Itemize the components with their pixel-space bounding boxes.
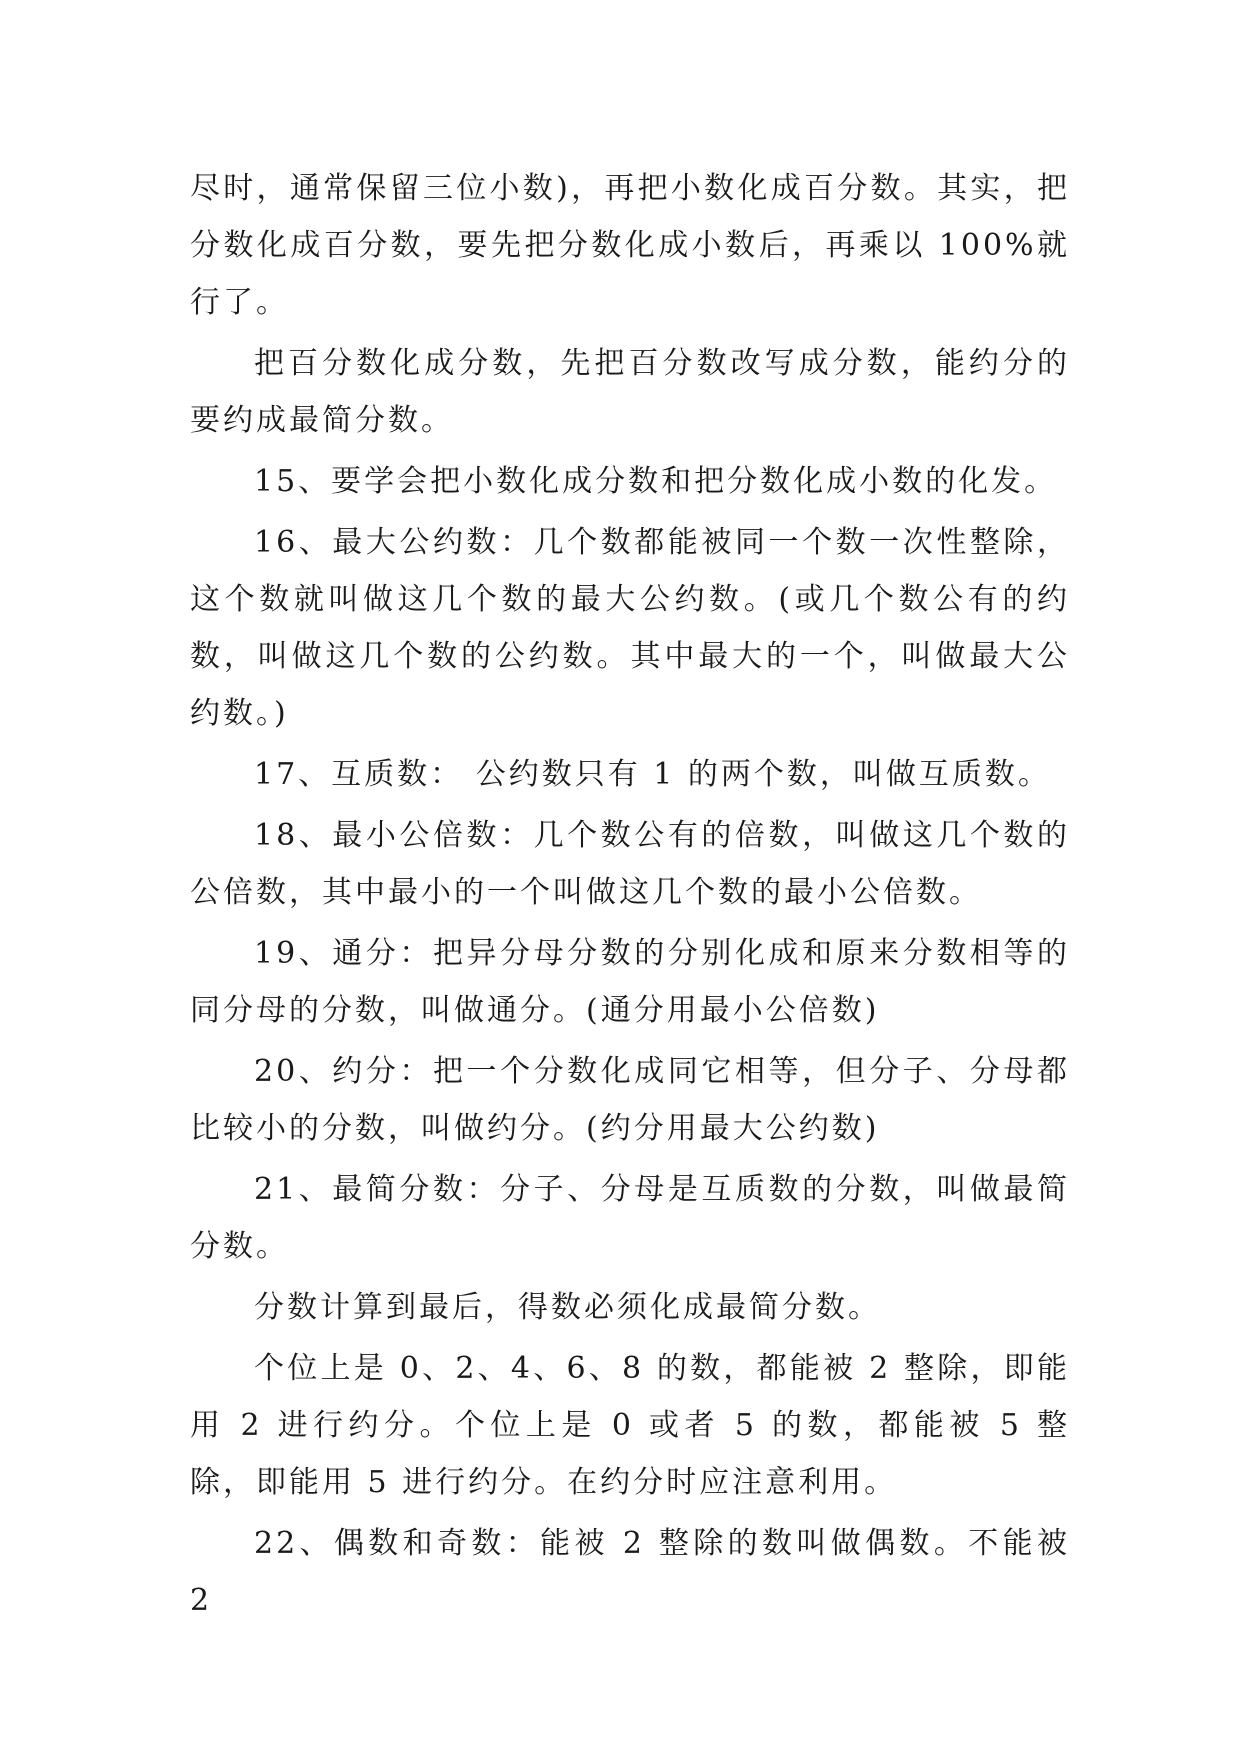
paragraph-continuation: 尽时，通常保留三位小数)，再把小数化成百分数。其实，把分数化成百分数，要先把分数化成小数后，再乘以 100%就行了。 <box>190 171 1070 320</box>
paragraph-item-19: 19、通分：把异分母分数的分别化成和原来分数相等的同分母的分数，叫做通分。(通分用最小公倍数) <box>190 936 1070 1028</box>
paragraph-item-17: 17、互质数： 公约数只有 1 的两个数，叫做互质数。 <box>254 757 1051 792</box>
paragraph-percent-to-fraction: 把百分数化成分数，先把百分数改写成分数，能约分的要约成最简分数。 <box>190 346 1070 438</box>
paragraph-item-16: 16、最大公约数：几个数都能被同一个数一次性整除，这个数就叫做这几个数的最大公约数。(或几个数公有的约数，叫做这几个数的公约数。其中最大的一个，叫做最大公约数。) <box>190 525 1070 731</box>
document-page <box>190 160 1070 1633</box>
paragraph-divisibility-note: 个位上是 0、2、4、6、8 的数，都能被 2 整除，即能用 2 进行约分。个位上是 0 或者 5 的数，都能被 5 整除，即能用 5 进行约分。在约分时应注意利用。 <box>190 1351 1070 1500</box>
paragraph-item-21: 21、最简分数：分子、分母是互质数的分数，叫做最简分数。 <box>190 1172 1070 1264</box>
paragraph-item-22: 22、偶数和奇数：能被 2 整除的数叫做偶数。不能被 2 <box>190 1526 1070 1618</box>
paragraph-item-15: 15、要学会把小数化成分数和把分数化成小数的化发。 <box>254 464 1058 499</box>
paragraph-item-18: 18、最小公倍数：几个数公有的倍数，叫做这几个数的公倍数，其中最小的一个叫做这几个数的最小公倍数。 <box>190 818 1070 910</box>
paragraph-simplest-fraction-note: 分数计算到最后，得数必须化成最简分数。 <box>254 1290 881 1325</box>
paragraph-item-20: 20、约分：把一个分数化成同它相等，但分子、分母都比较小的分数，叫做约分。(约分用最大公约数) <box>190 1054 1070 1146</box>
